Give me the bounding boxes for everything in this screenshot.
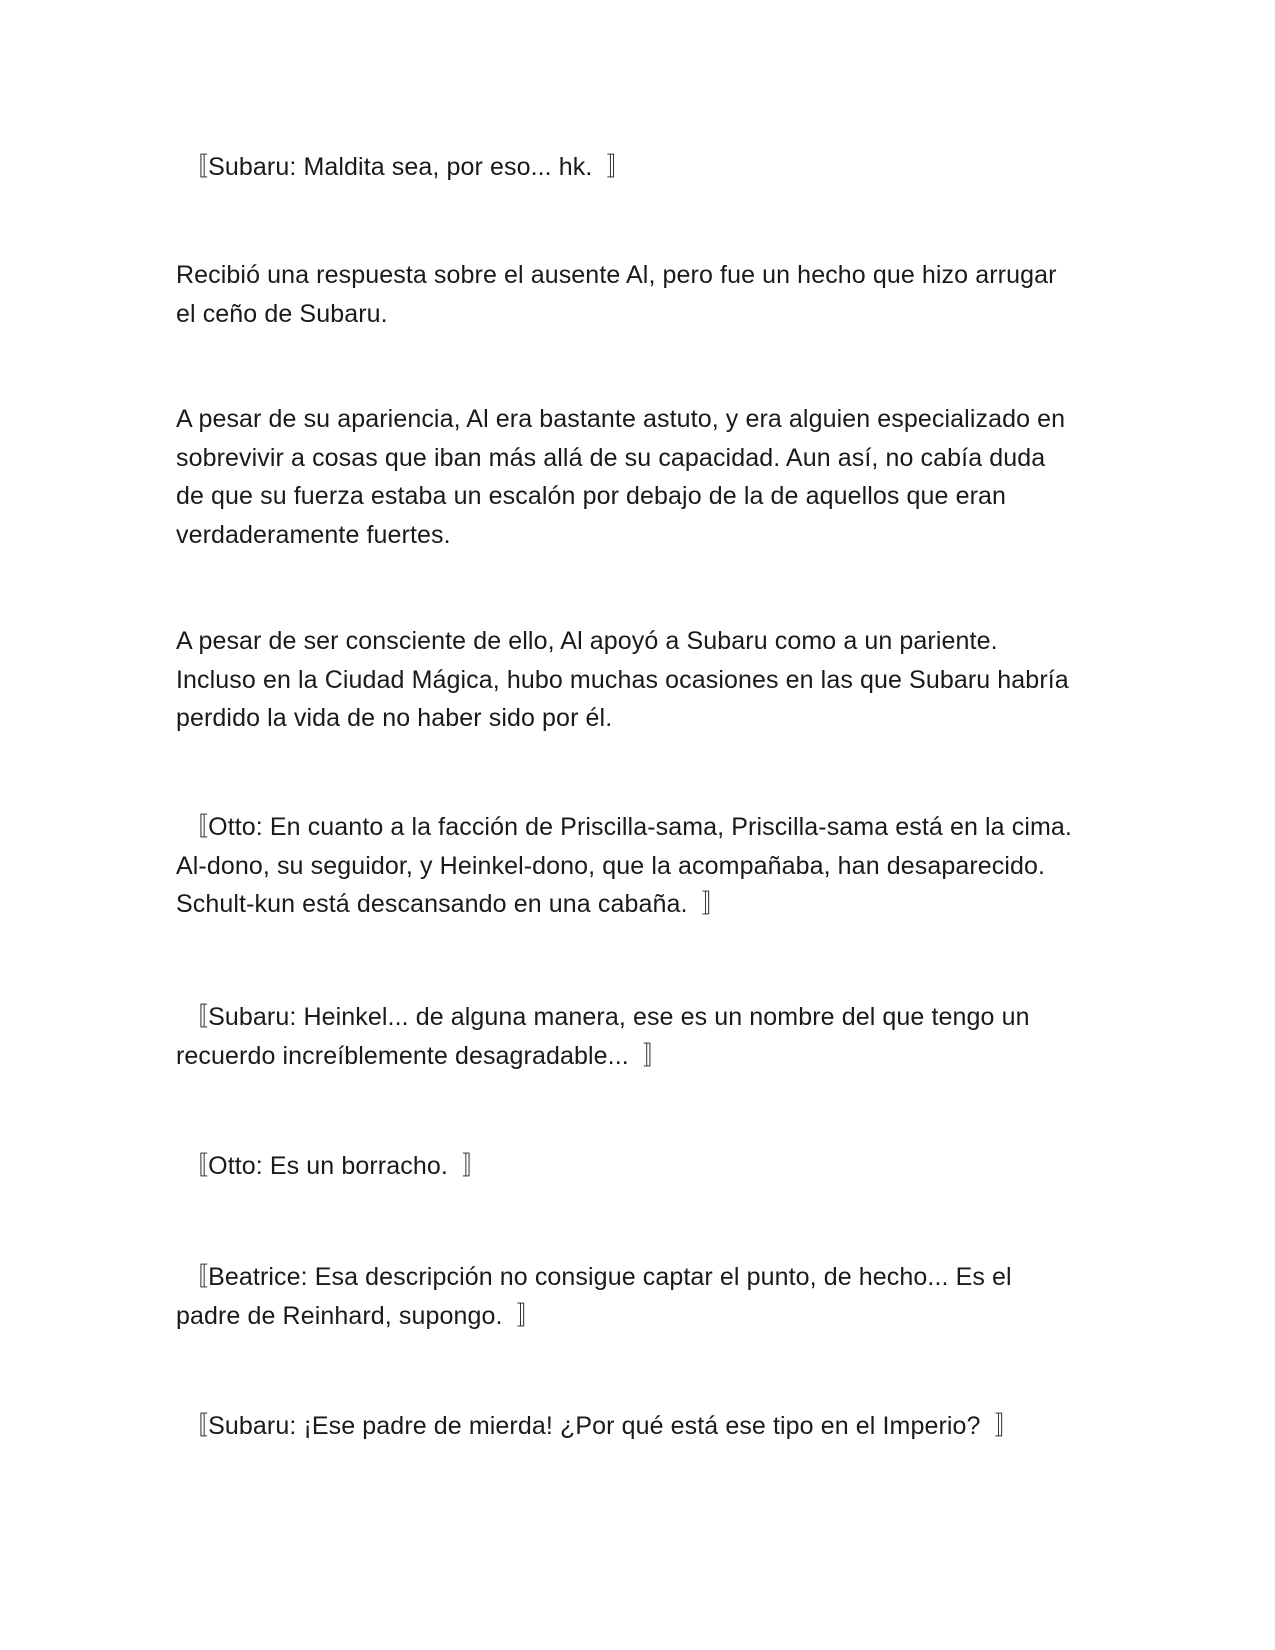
dialogue-otto-priscilla: 〚Otto: En cuanto a la facción de Priscilla-sama, Priscilla-sama está en la cima. Al-dono, su seguidor, y Heinkel-dono, que la acompañaba, han desaparecido. Schult-kun está descansando en una cabaña. 〛 (176, 813, 1078, 918)
narration-al-astuto: A pesar de su apariencia, Al era bastante astuto, y era alguien especializado en sobrevivir a cosas que iban más allá de su capacidad. Aun así, no cabía duda de que su fuerza estaba un escalón por debajo de la de aquellos que eran verdaderamente fuertes. (176, 405, 1073, 549)
narration-ausente-al: Recibió una respuesta sobre el ausente Al, pero fue un hecho que hizo arrugar el ceño de Subaru. (176, 261, 1064, 328)
dialogue-beatrice-reinhard: 〚Beatrice: Esa descripción no consigue captar el punto, de hecho... Es el padre de Reinhard, supongo. 〛 (176, 1263, 1019, 1330)
dialogue-otto-borracho: 〚Otto: Es un borracho. 〛 (176, 1152, 488, 1180)
narration-al-pariente: A pesar de ser consciente de ello, Al apoyó a Subaru como a un pariente. Incluso en la Ciudad Mágica, hubo muchas ocasiones en las que Subaru habría perdido la vida de no haber sido por él. (176, 627, 1076, 732)
dialogue-subaru-heinkel: 〚Subaru: Heinkel... de alguna manera, ese es un nombre del que tengo un recuerdo increíblemente desagradable... 〛 (176, 1003, 1037, 1070)
dialogue-subaru-maldita: 〚Subaru: Maldita sea, por eso... hk. 〛 (176, 153, 632, 181)
dialogue-subaru-imperio: 〚Subaru: ¡Ese padre de mierda! ¿Por qué está ese tipo en el Imperio? 〛 (176, 1412, 1020, 1440)
